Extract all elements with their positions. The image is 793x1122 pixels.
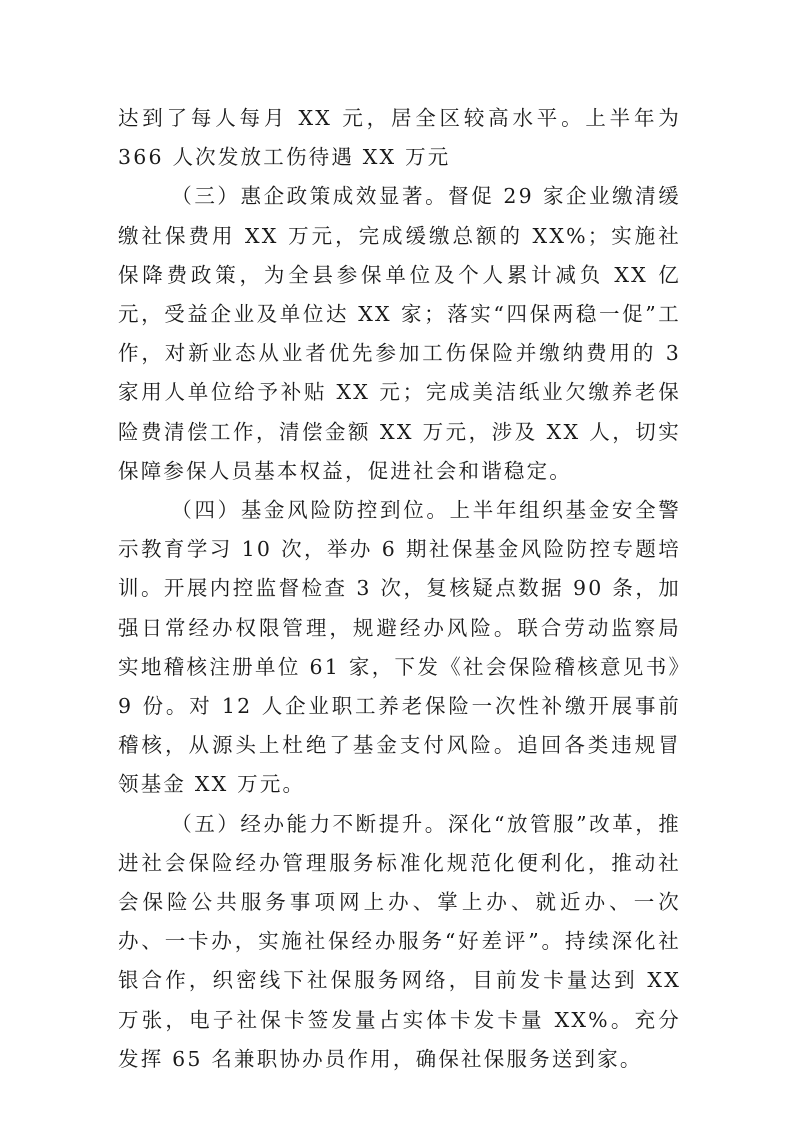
paragraph-continuation [118, 99, 681, 177]
paragraph-section-3 [118, 177, 681, 491]
paragraph-text: 深化“放管服”改革，推进社会保险经办管理服务标准化规范化便利化，推动社会保险公共服务事项网上办、掌上办、就近办、一次办、一卡办，实施社保经办服务“好差评”。持续深化社银合作，织密线下社保服务网络，目前发卡量达到 XX 万张，电子社保卡签发量占实体卡发卡量 XX%。充分发挥 65 名兼职协办员作用，确保社保服务送到家。 [118, 811, 681, 1071]
paragraph-section-4 [118, 491, 681, 805]
section-heading: （五）经办能力不断提升。 [171, 811, 448, 836]
section-heading: （三）惠企政策成效显著。 [171, 184, 449, 209]
paragraph-text: 上半年组织基金安全警示教育学习 10 次，举办 6 期社保基金风险防控专题培训。开展内控监督检查 3 次，复核疑点数据 90 条，加强日常经办权限管理，规避经办风险。联合劳动监察局实地稽核注册单位 61 家，下发《社会保险稽核意见书》9 份。对 12 人企业职工养老保险一次性补缴开展事前稽核，从源头上杜绝了基金支付风险。追回各类违规冒领基金 XX 万元。 [118, 498, 682, 797]
document-page [118, 99, 681, 1079]
paragraph-text: 达到了每人每月 XX 元，居全区较高水平。上半年为 366 人次发放工伤待遇 XX 万元 [118, 106, 681, 170]
section-heading: （四）基金风险防控到位。 [171, 498, 450, 523]
paragraph-section-5 [118, 805, 681, 1079]
paragraph-text: 督促 29 家企业缴清缓缴社保费用 XX 万元，完成缓缴总额的 XX%；实施社保降费政策，为全县参保单位及个人累计减负 XX 亿元，受益企业及单位达 XX 家；落实“四保两稳一促”工作，对新业态从业者优先参加工伤保险并缴纳费用的 3 家用人单位给予补贴 XX 元；完成美洁纸业欠缴养老保险费清偿工作，清偿金额 XX 万元，涉及 XX 人，切实保障参保人员基本权益，促进社会和谐稳定。 [118, 184, 681, 483]
